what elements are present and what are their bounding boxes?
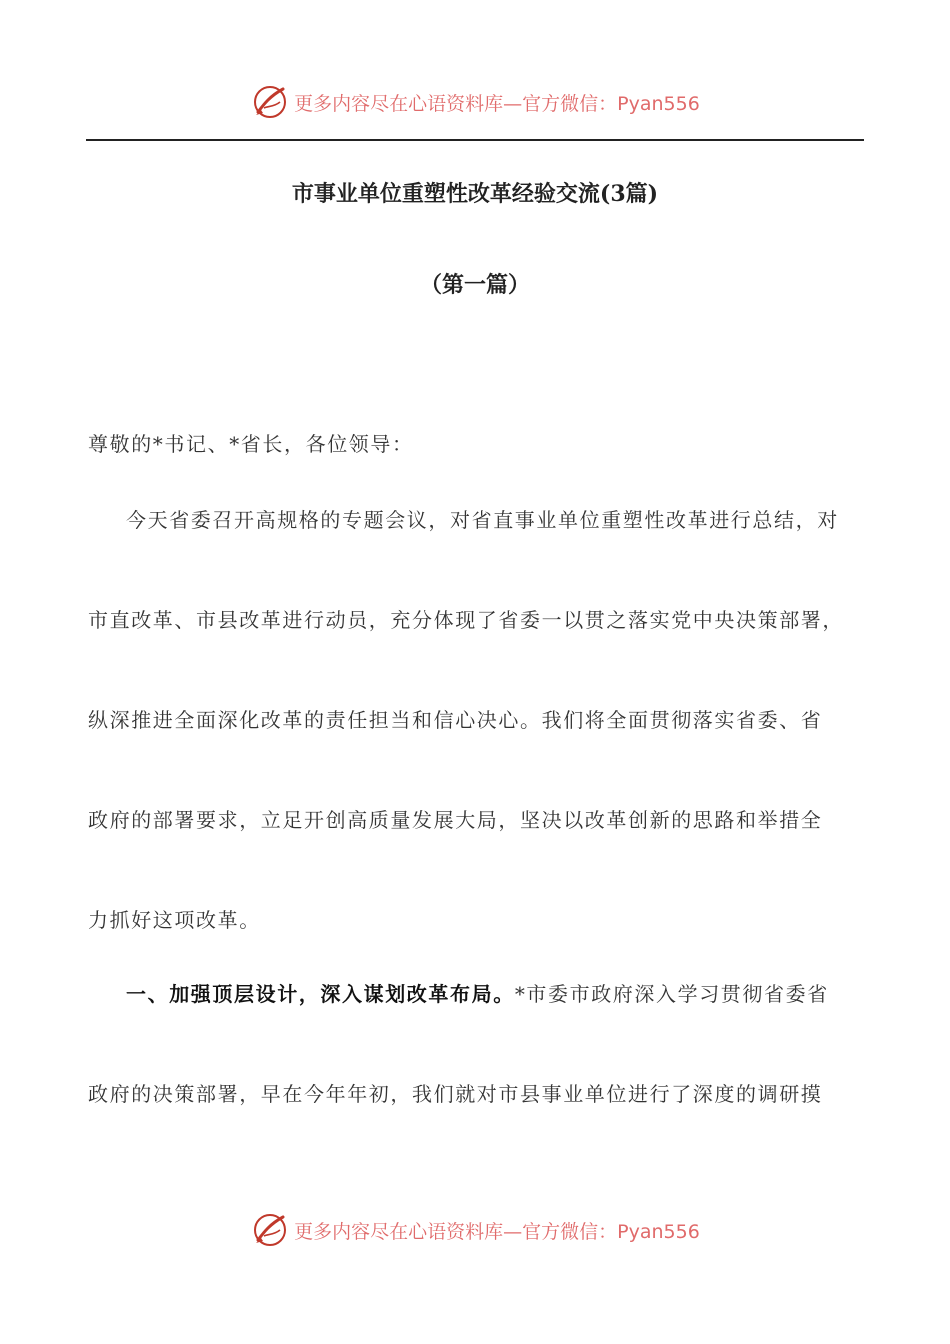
salutation: 尊敬的*书记、*省长，各位领导：: [88, 432, 414, 456]
footer-wechat-id: Pyan556: [617, 1220, 700, 1243]
pen-logo-icon: [250, 1210, 290, 1250]
paragraph-line: 政府的决策部署，早在今年年初，我们就对市县事业单位进行了深度的调研摸: [88, 1082, 823, 1106]
header-divider: [86, 139, 864, 141]
document-title: 市事业单位重塑性改革经验交流(3篇): [291, 181, 659, 207]
paragraph-line: 政府的部署要求，立足开创高质量发展大局，坚决以改革创新的思路和举措全: [88, 808, 823, 832]
paragraph-line: [126, 978, 829, 1007]
paragraph-text: *市委市政府深入学习贯彻省委省: [514, 982, 829, 1006]
paragraph-line: 市直改革、市县改革进行动员，充分体现了省委一以贯之落实党中央决策部署，: [88, 608, 844, 632]
paragraph-line: 今天省委召开高规格的专题会议，对省直事业单位重塑性改革进行总结，对: [126, 508, 839, 532]
header-banner-text: 更多内容尽在心语资料库—官方微信：Pyan556: [294, 92, 700, 115]
header-wechat-id: Pyan556: [617, 92, 700, 115]
section-heading: 一、加强顶层设计，深入谋划改革布局。: [126, 982, 515, 1006]
footer-banner: [0, 1208, 950, 1252]
footer-banner-text: 更多内容尽在心语资料库—官方微信：Pyan556: [294, 1220, 700, 1243]
paragraph-line: 力抓好这项改革。: [88, 908, 261, 932]
section-title: （第一篇）: [419, 272, 530, 298]
pen-logo-icon: [250, 82, 290, 122]
paragraph-line: 纵深推进全面深化改革的责任担当和信心决心。我们将全面贯彻落实省委、省: [88, 708, 823, 732]
header-banner: [0, 80, 950, 124]
